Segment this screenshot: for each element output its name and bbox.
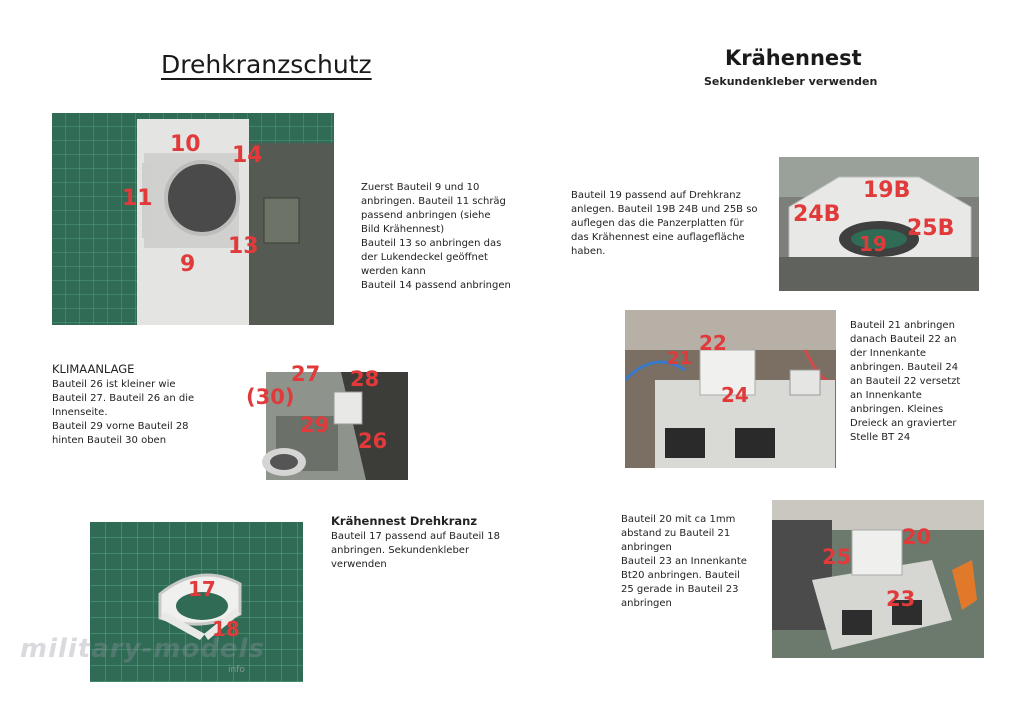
photo2-label-26: 26 [358,429,388,453]
photo-kraehennest-step3 [772,500,984,658]
photo5-label-24: 24 [721,383,749,407]
watermark-sub: info [228,665,245,675]
photo-kraehennest-step1 [779,157,979,291]
photo1-label-9: 9 [180,252,196,277]
kraehennest-step1-instructions: Bauteil 19 passend auf Drehkranz anlegen. Bauteil 19B 24B und 25B so auflegen das die Panzerplatten für das Krähennest eine auflagefläche haben. [571,190,758,257]
photo3-label-18: 18 [212,617,240,641]
photo2-label-29: 29 [300,413,330,437]
photo5-label-22: 22 [699,331,727,355]
photo-drehkranzschutz [52,113,334,325]
photo-klimaanlage [246,358,408,480]
photo1-label-10: 10 [170,132,201,157]
section-subtitle: Sekundenkleber verwenden [704,75,878,88]
photo5-label-21: 21 [667,348,693,369]
kraehennest-drehkranz-heading: Krähennest Drehkranz [331,514,478,528]
section-title-kraehennest: Krähennest [725,46,862,70]
photo6-label-25: 25 [822,545,852,569]
photo4-label-19b: 19B [863,178,911,203]
photo4-label-25b: 25B [907,216,955,241]
drehkranzschutz-instructions: Zuerst Bauteil 9 und 10 anbringen. Bauteil 11 schräg passend anbringen (siehe Bild Krähennest) Bauteil 13 so anbringen das der Lukendeckel geöffnet werden kann Bauteil 14 passend anbringen [361,182,511,291]
photo2-label-30: (30) [246,385,295,409]
photo1-label-14: 14 [232,143,263,168]
klimaanlage-heading: KLIMAANLAGE [52,362,135,376]
photo3-label-17: 17 [188,577,216,601]
photo6-label-20: 20 [902,525,932,549]
photo1-label-11: 11 [122,186,153,211]
klimaanlage-instructions: Bauteil 26 ist kleiner wie Bauteil 27. Bauteil 26 an die Innenseite. Bauteil 29 vorne Bauteil 28 hinten Bauteil 30 oben [52,379,195,446]
photo1-label-13: 13 [228,234,259,259]
photo-kraehennest-step2 [625,310,836,468]
kraehennest-step2-instructions: Bauteil 21 anbringen danach Bauteil 22 an der Innenkante anbringen. Bauteil 24 an Bauteil 22 versetzt an Innenkante anbringen. Kleines Dreieck an gravierter Stelle BT 24 [850,320,961,443]
watermark: military-models [20,634,265,664]
section-title-drehkranzschutz: Drehkranzschutz [161,50,372,79]
photo2-label-28: 28 [350,367,380,391]
kraehennest-drehkranz-instructions: Bauteil 17 passend auf Bauteil 18 anbringen. Sekundenkleber verwenden [331,531,500,570]
kraehennest-step3-instructions: Bauteil 20 mit ca 1mm abstand zu Bauteil 21 anbringen Bauteil 23 an Innenkante Bt20 anbringen. Bauteil 25 gerade in Bauteil 23 anbringen [621,514,747,609]
photo2-label-27: 27 [291,362,321,386]
photo4-label-24b: 24B [793,202,841,227]
photo6-label-23: 23 [886,587,916,611]
photo4-label-19: 19 [859,232,887,256]
